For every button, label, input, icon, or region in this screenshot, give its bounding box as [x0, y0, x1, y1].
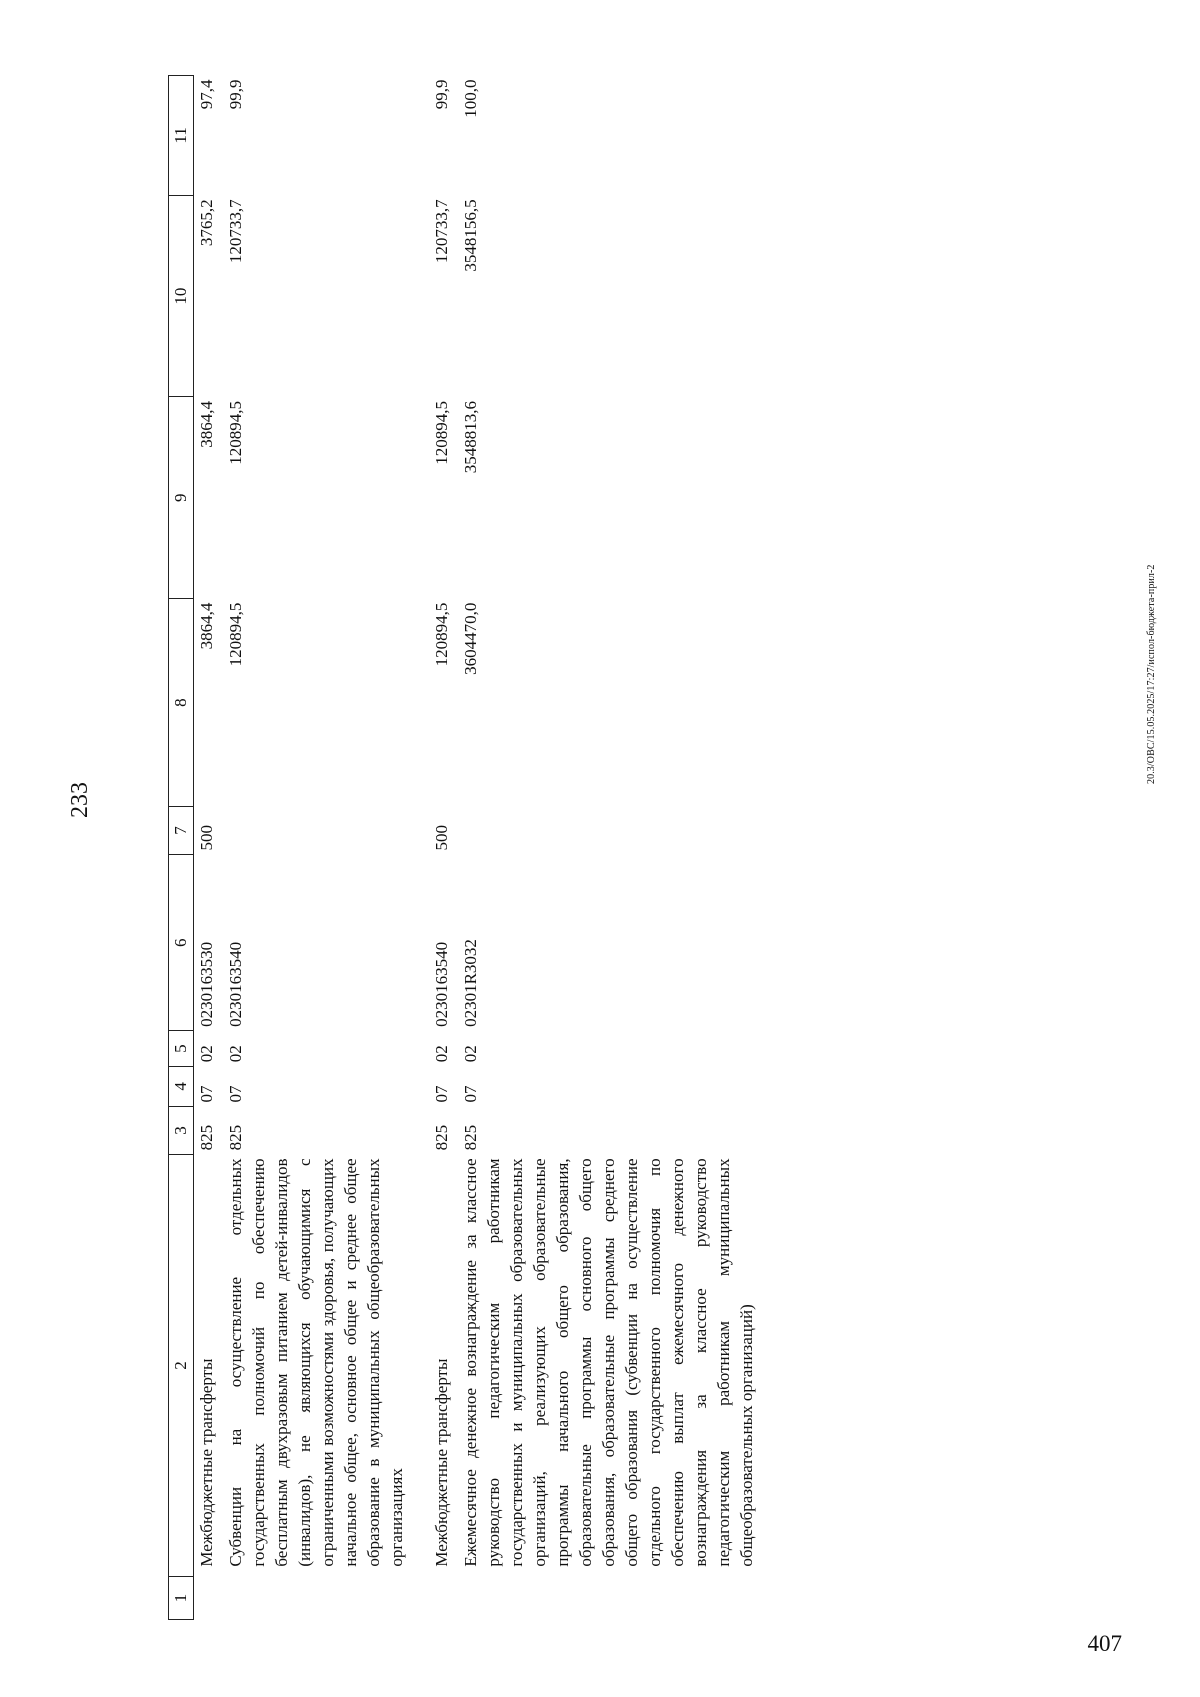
- cell-value-10: 3548156,5: [461, 199, 480, 272]
- header-cell-1: 1: [169, 1577, 194, 1620]
- cell-ministry-code: 825: [197, 1124, 216, 1151]
- footer-meta: 20.3/ОВС/15.05.2025/17:27/испол-бюджета-прил-2: [1146, 564, 1157, 784]
- row-description: Межбюджетные трансферты: [432, 1358, 451, 1567]
- cell-target-article: 02301R3032: [461, 939, 480, 1027]
- cell-expense-type: [453, 807, 758, 855]
- cell-value-11: 97,4: [197, 79, 216, 110]
- cell-value-8: 120894,5: [432, 602, 451, 667]
- cell-ministry-code: 825: [226, 1124, 245, 1151]
- cell-subsection: 02: [197, 1045, 216, 1063]
- cell-section: 07: [461, 1085, 480, 1103]
- cell-subsection: 02: [432, 1045, 451, 1063]
- cell-value-10: 120733,7: [226, 199, 245, 264]
- header-cell-11: 11: [169, 76, 194, 196]
- rotated-page: [67, 70, 1088, 1620]
- header-cell-10: 10: [169, 195, 194, 397]
- cell-value-9: 3548813,6: [461, 400, 480, 474]
- cell-value-11: 100,0: [461, 79, 480, 118]
- cell-value-8: 3864,4: [197, 602, 216, 650]
- cell-value-9: 3864,4: [197, 400, 216, 448]
- row-description: Ежемесячное денежное вознаграждение за классное руководство педагогическим работникам государственных и муниципальных образовательных организаций, реализующих образовательные программы начального общего образования, образовательные программы основного общего образования, образовательные программы среднего общего образования (субвенции на осуществление отдельного государственного полномочия по обеспечению выплат ежемесячного денежного вознаграждения за классное руководство педагогическим работникам муниципальных общеобразовательных организаций): [461, 1158, 756, 1567]
- cell-section: 07: [226, 1085, 245, 1103]
- header-cell-3: 3: [169, 1107, 194, 1155]
- row-description: Межбюджетные трансферты: [197, 1358, 216, 1567]
- row-spacer: [408, 76, 424, 1620]
- cell-value-8: 120894,5: [226, 602, 245, 667]
- header-cell-7: 7: [169, 807, 194, 855]
- header-cell-5: 5: [169, 1031, 194, 1066]
- cell-target-article: 0230163530: [197, 941, 216, 1027]
- cell-value-9: 120894,5: [432, 400, 451, 465]
- cell-expense-type: [218, 807, 408, 855]
- cell-target-article: 0230163540: [432, 941, 451, 1027]
- cell-value-10: 120733,7: [432, 199, 451, 264]
- header-cell-6: 6: [169, 854, 194, 1030]
- sheet-number: 233: [67, 782, 93, 818]
- table-row: [453, 76, 758, 1620]
- header-cell-9: 9: [169, 397, 194, 599]
- cell-value-8: 3604470,0: [461, 602, 480, 675]
- cell-value-11: 99,9: [432, 79, 451, 110]
- cell-subsection: 02: [461, 1045, 480, 1063]
- cell-ministry-code: 825: [461, 1124, 480, 1151]
- cell-expense-type: 500: [432, 824, 451, 851]
- cell-section: 07: [432, 1085, 451, 1103]
- row-description: Субвенции на осуществление отдельных государственных полномочий по обеспечению бесплатным двухразовым питанием детей-инвалидов (инвалидов), не являющихся обучающимися с ограниченными возможностями здоровья, получающих начальное общее, основное общее и среднее общее образование в муниципальных общеобразовательных организациях: [226, 1158, 406, 1567]
- cell-value-11: 99,9: [226, 79, 245, 110]
- header-cell-4: 4: [169, 1066, 194, 1106]
- budget-table: [168, 75, 758, 1620]
- cell-section: 07: [197, 1085, 216, 1103]
- cell-subsection: 02: [226, 1045, 245, 1063]
- header-cell-8: 8: [169, 599, 194, 807]
- cell-ministry-code: 825: [432, 1124, 451, 1151]
- table-row: [218, 76, 408, 1620]
- cell-target-article: 0230163540: [226, 941, 245, 1027]
- cell-expense-type: 500: [197, 824, 216, 851]
- page-number: 407: [1087, 1631, 1122, 1656]
- table-row: [424, 76, 453, 1620]
- header-row: [169, 76, 194, 1620]
- cell-value-9: 120894,5: [226, 400, 245, 465]
- cell-value-10: 3765,2: [197, 199, 216, 247]
- table-row: [194, 76, 219, 1620]
- header-cell-2: 2: [169, 1154, 194, 1576]
